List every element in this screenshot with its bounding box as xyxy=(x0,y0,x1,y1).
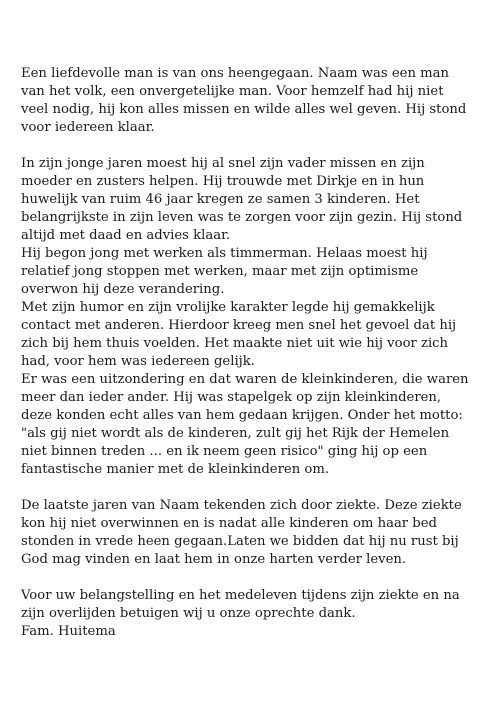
paragraph-spacer xyxy=(21,569,471,587)
paragraph-spacer xyxy=(21,479,471,497)
paragraph-intro: Een liefdevolle man is van ons heengegaan. Naam was een man van het volk, een onvergetelijke man. Voor hemzelf had hij niet veel nodig, hij kon alles missen en wilde alles wel geven. Hij stond voor iedereen klaar. xyxy=(21,66,467,135)
paragraph-spacer xyxy=(21,137,471,155)
paragraph-work: Hij begon jong met werken als timmerman. Helaas moest hij relatief jong stoppen met werken, maar met zijn optimisme overwon hij deze verandering. xyxy=(21,246,428,297)
signature: Fam. Huitema xyxy=(21,624,116,639)
paragraph-illness: De laatste jaren van Naam tekenden zich door ziekte. Deze ziekte kon hij niet overwinnen en is nadat alle kinderen om haar bed stonden in vrede heen gegaan.Laten we bidden dat hij nu rust bij God mag vinden en laat hem in onze harten verder leven. xyxy=(21,498,462,567)
paragraph-grandchildren: Er was een uitzondering en dat waren de kleinkinderen, die waren meer dan ieder ander. Hij was stapelgek op zijn kleinkinderen, deze konden echt alles van hem gedaan krijgen. Onder het motto: "als gij niet wordt als de kinderen, zult gij het Rijk der Hemelen niet binnen treden ... en ik neem geen risico" ging hij op een fantastische manier met de kleinkinderen om. xyxy=(21,372,469,477)
paragraph-character: Met zijn humor en zijn vrolijke karakter legde hij gemakkelijk contact met anderen. Hierdoor kreeg men snel het gevoel dat hij zich bij hem thuis voelden. Het maakte niet uit wie hij voor zich had, voor hem was iedereen gelijk. xyxy=(21,300,457,369)
document-body xyxy=(21,65,471,641)
paragraph-youth: In zijn jonge jaren moest hij al snel zijn vader missen en zijn moeder en zusters helpen. Hij trouwde met Dirkje en in hun huwelijk van ruim 46 jaar kregen ze samen 3 kinderen. Het belangrijkste in zijn leven was te zorgen voor zijn gezin. Hij stond altijd met daad en advies klaar. xyxy=(21,156,463,243)
paragraph-thanks: Voor uw belangstelling en het medeleven tijdens zijn ziekte en na zijn overlijden betuigen wij u onze oprechte dank. xyxy=(21,588,460,621)
